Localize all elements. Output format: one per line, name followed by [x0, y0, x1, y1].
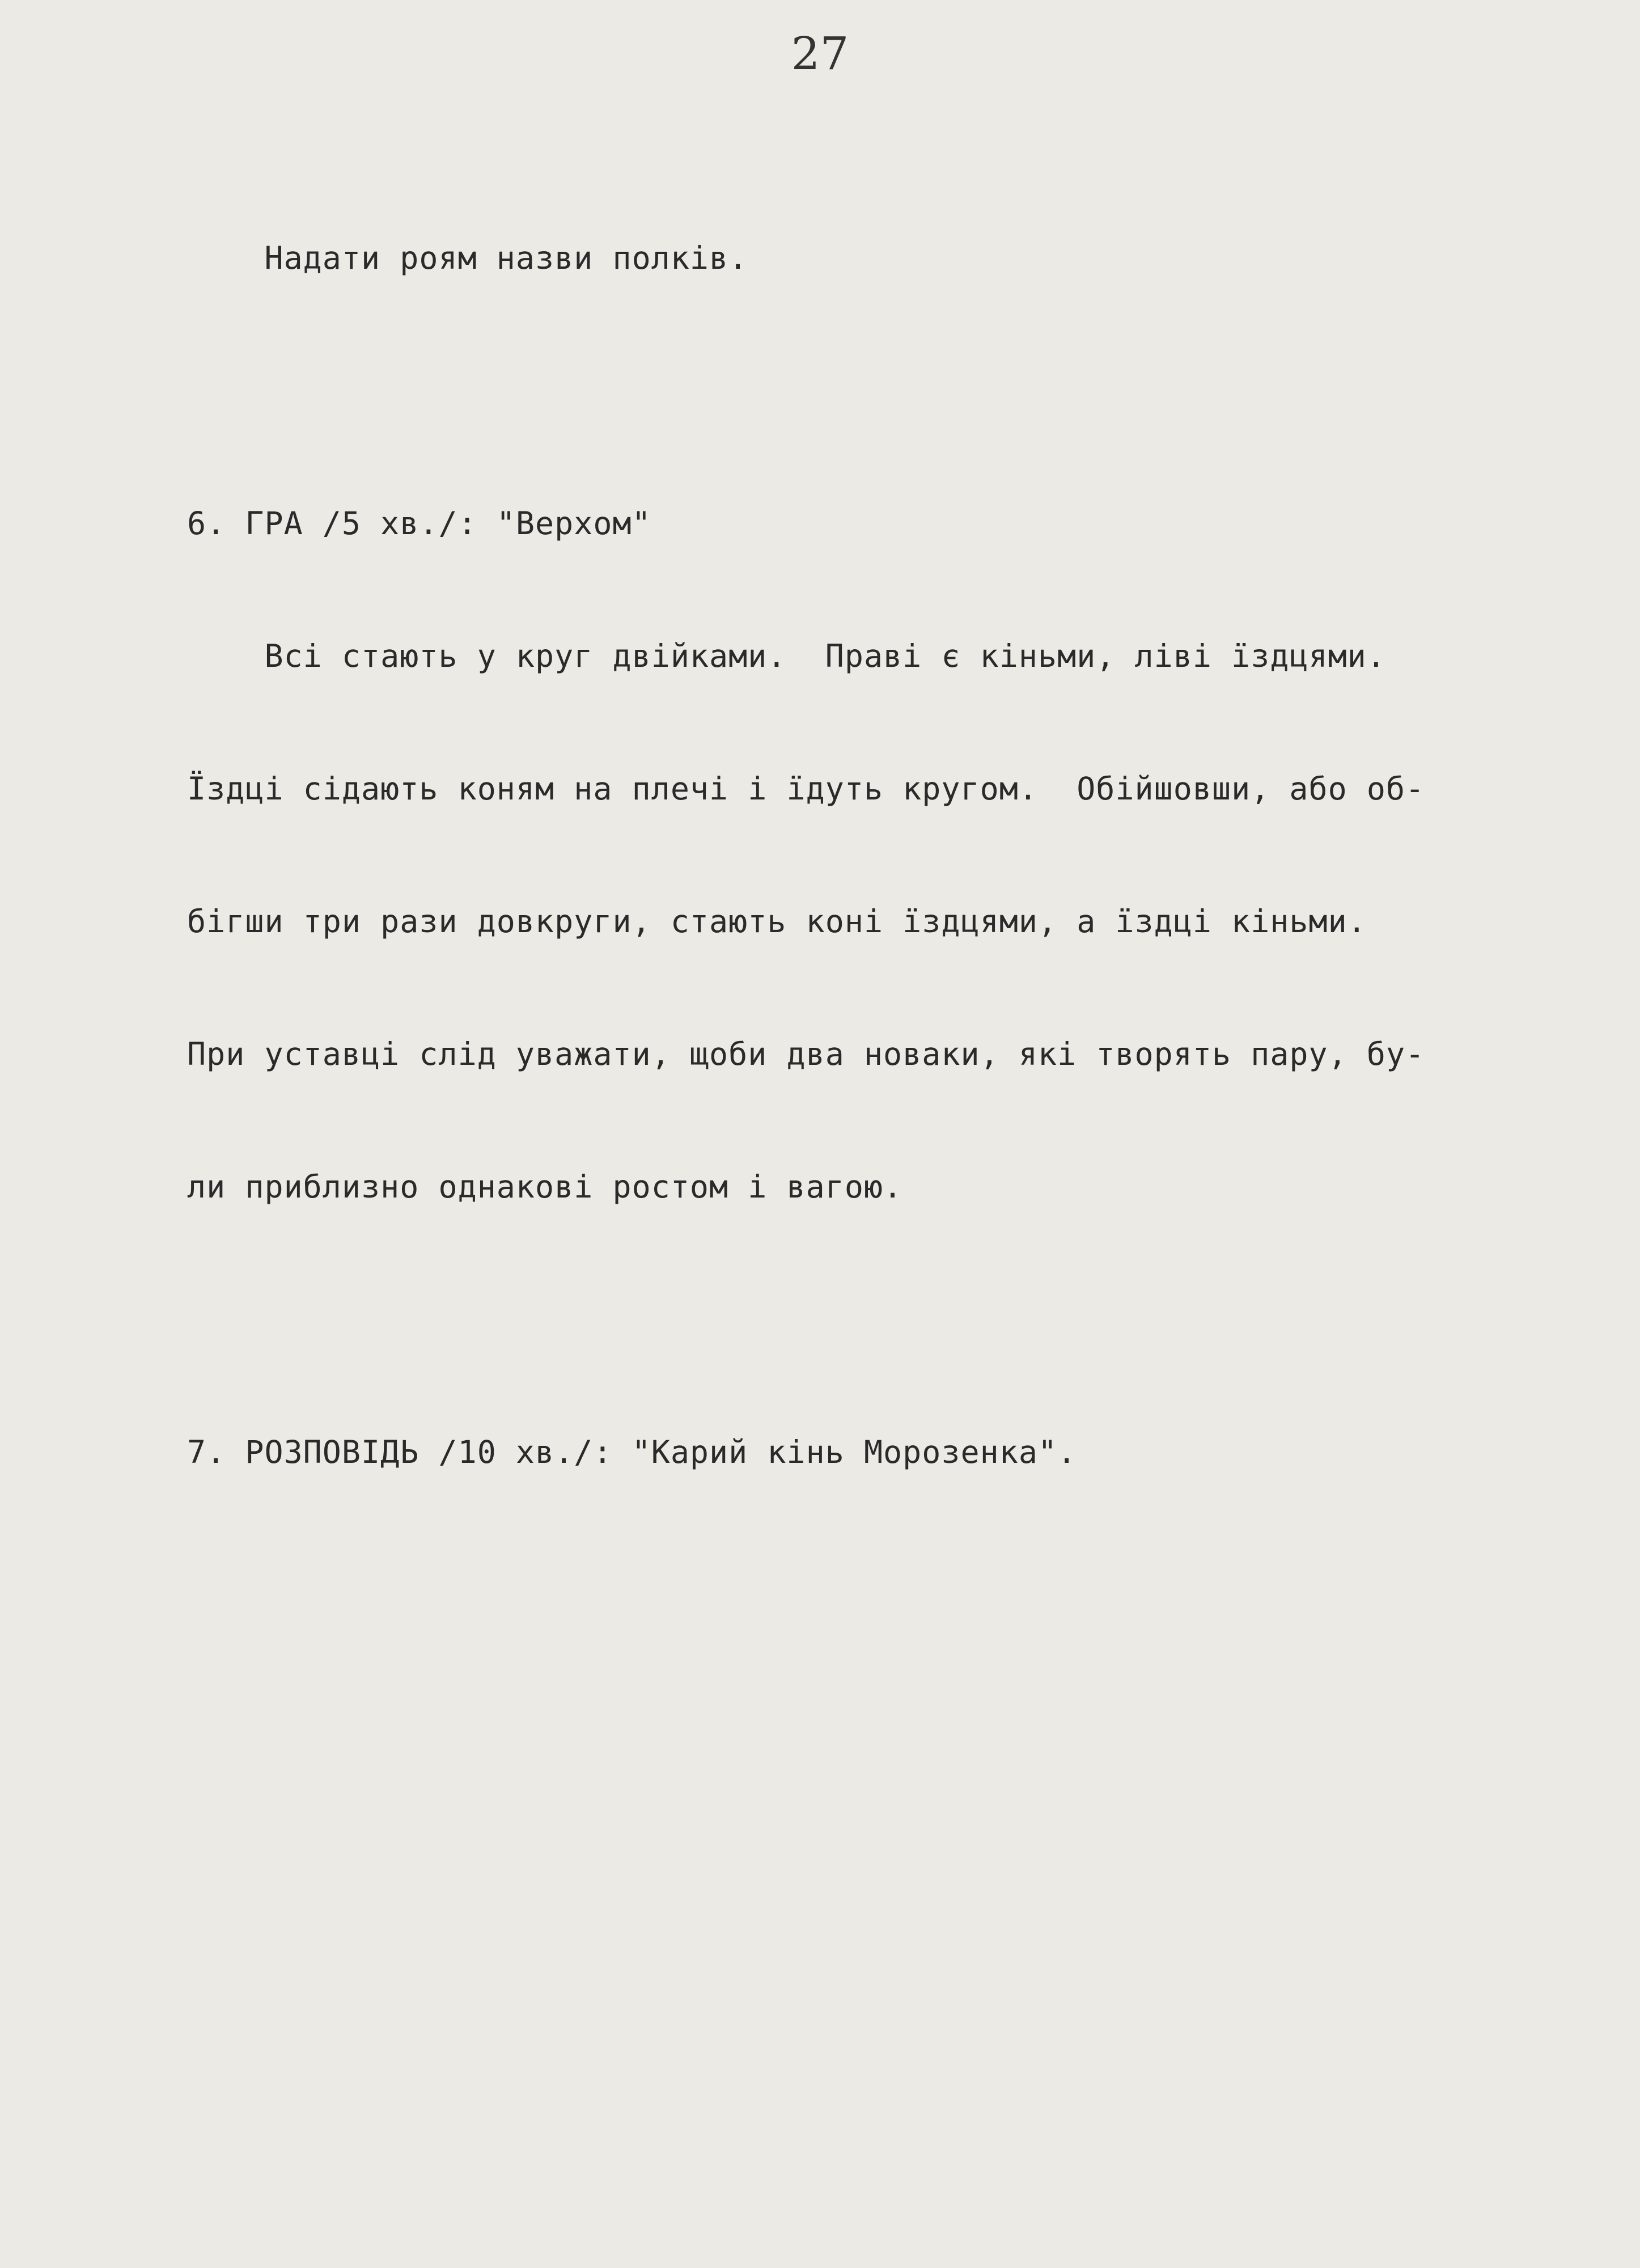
text-line: При уставці слід уважати, щоби два новаки, які творять пару, бу- [187, 1036, 1425, 1072]
text-line: бігши три рази довкруги, стають коні їздцями, а їздці кіньми. [187, 903, 1367, 940]
text-line: Всі стають у круг двійками. Праві є кіньми, ліві їздцями. [187, 638, 1386, 674]
section-heading: 6. ГРА /5 хв./: "Верхом" [187, 505, 651, 541]
paragraph-gap [187, 369, 1498, 413]
section-heading: 7. РОЗПОВІДЬ /10 хв./: "Карий кінь Морозенка". [187, 1434, 1077, 1470]
page-number: 27 [791, 27, 849, 80]
text-line: Їздці сідають коням на плечі і їдуть кругом. Обійшовши, або об- [187, 771, 1425, 807]
document-body [187, 147, 1498, 1563]
text-line: ли приблизно однакові ростом і вагою. [187, 1169, 903, 1205]
text-line: Надати роям назви полків. [187, 240, 748, 276]
paragraph-gap [187, 1297, 1498, 1342]
